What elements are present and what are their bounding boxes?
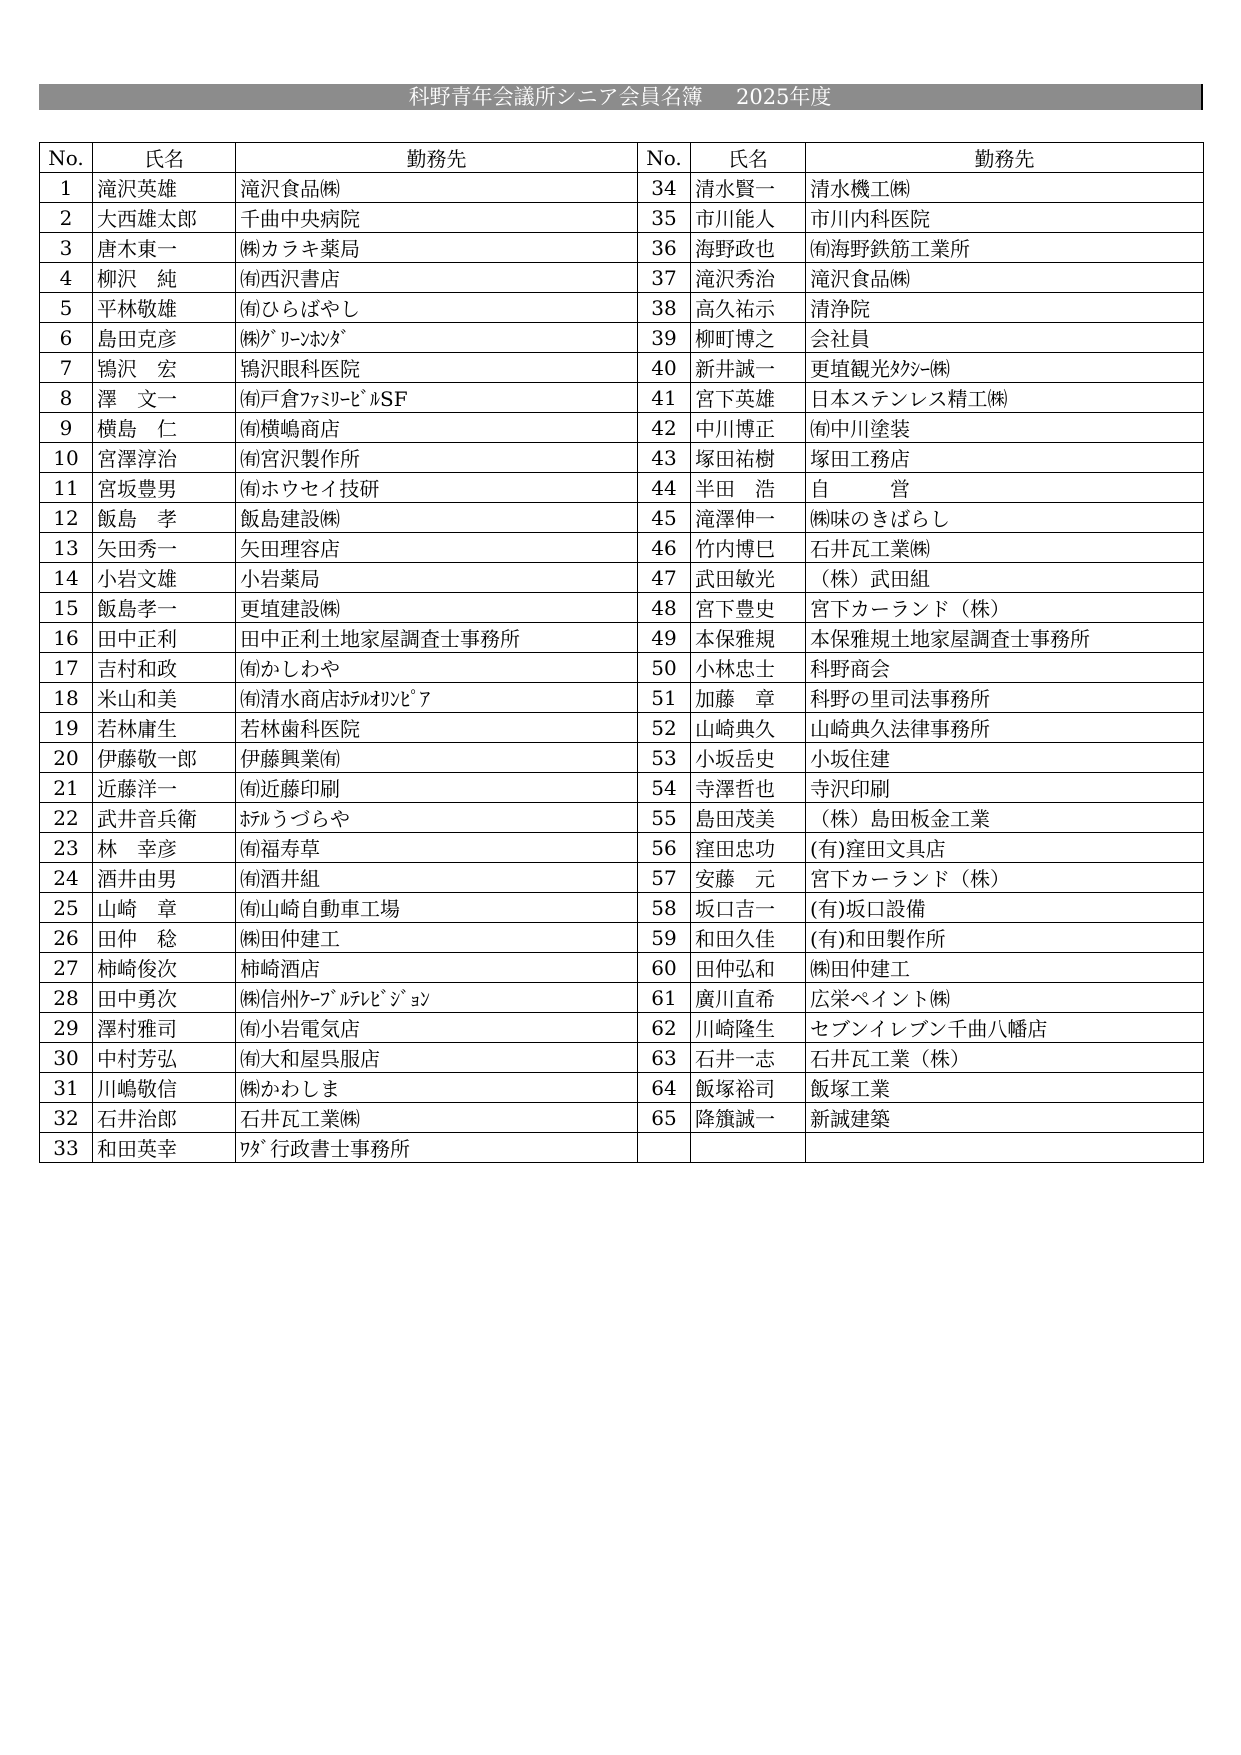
member-workplace-cell: 石井瓦工業（株）	[806, 1043, 1204, 1073]
table-row	[40, 533, 1204, 563]
member-no-cell: 1	[40, 173, 93, 203]
member-no-cell: 59	[638, 923, 691, 953]
member-workplace-cell: 科野商会	[806, 653, 1204, 683]
member-workplace-cell: 小坂住建	[806, 743, 1204, 773]
member-workplace-cell: ㈲海野鉄筋工業所	[806, 233, 1204, 263]
member-workplace-cell: ㈱信州ｹｰﾌﾞﾙﾃﾚﾋﾞｼﾞｮﾝ	[236, 983, 638, 1013]
table-row	[40, 893, 1204, 923]
member-name-cell: 柳沢 純	[93, 263, 236, 293]
member-no-cell: 45	[638, 503, 691, 533]
member-no-cell	[638, 1133, 691, 1163]
member-workplace-cell: 若林歯科医院	[236, 713, 638, 743]
member-workplace-cell: （株）島田板金工業	[806, 803, 1204, 833]
member-name-cell: 和田久佳	[691, 923, 806, 953]
member-no-cell: 3	[40, 233, 93, 263]
table-row	[40, 833, 1204, 863]
header-workplace-right: 勤務先	[806, 143, 1204, 173]
member-workplace-cell: ㈲清水商店ﾎﾃﾙｵﾘﾝﾋﾟｱ	[236, 683, 638, 713]
header-name-right: 氏名	[691, 143, 806, 173]
member-name-cell: 小林忠士	[691, 653, 806, 683]
member-no-cell: 6	[40, 323, 93, 353]
member-name-cell: 田中勇次	[93, 983, 236, 1013]
member-workplace-cell: ㈲ホウセイ技研	[236, 473, 638, 503]
member-name-cell: 柿崎俊次	[93, 953, 236, 983]
member-name-cell: 米山和美	[93, 683, 236, 713]
member-name-cell: 近藤洋一	[93, 773, 236, 803]
member-workplace-cell: ㈲近藤印刷	[236, 773, 638, 803]
member-name-cell: 若林庸生	[93, 713, 236, 743]
header-row	[40, 143, 1204, 173]
member-name-cell: 島田克彦	[93, 323, 236, 353]
member-workplace-cell: ㈲中川塗装	[806, 413, 1204, 443]
member-no-cell: 51	[638, 683, 691, 713]
member-no-cell: 20	[40, 743, 93, 773]
table-row	[40, 233, 1204, 263]
member-workplace-cell: ﾎﾃﾙうづらや	[236, 803, 638, 833]
table-row	[40, 623, 1204, 653]
member-no-cell: 44	[638, 473, 691, 503]
member-no-cell: 41	[638, 383, 691, 413]
member-no-cell: 22	[40, 803, 93, 833]
member-workplace-cell: ㈱田仲建工	[806, 953, 1204, 983]
table-row	[40, 563, 1204, 593]
member-no-cell: 57	[638, 863, 691, 893]
header-name-left: 氏名	[93, 143, 236, 173]
member-no-cell: 50	[638, 653, 691, 683]
member-no-cell: 39	[638, 323, 691, 353]
member-no-cell: 13	[40, 533, 93, 563]
member-workplace-cell: 飯島建設㈱	[236, 503, 638, 533]
member-workplace-cell: ㈲酒井組	[236, 863, 638, 893]
table-row	[40, 503, 1204, 533]
member-name-cell: 石井治郎	[93, 1103, 236, 1133]
member-name-cell: 川嶋敬信	[93, 1073, 236, 1103]
table-row	[40, 1133, 1204, 1163]
member-name-cell: 酒井由男	[93, 863, 236, 893]
member-name-cell: 横島 仁	[93, 413, 236, 443]
member-no-cell: 47	[638, 563, 691, 593]
member-workplace-cell: 宮下カーランド（株）	[806, 593, 1204, 623]
header-workplace-left: 勤務先	[236, 143, 638, 173]
member-name-cell: 澤 文一	[93, 383, 236, 413]
member-workplace-cell: 矢田理容店	[236, 533, 638, 563]
member-no-cell: 10	[40, 443, 93, 473]
member-name-cell: 武田敏光	[691, 563, 806, 593]
member-workplace-cell: 塚田工務店	[806, 443, 1204, 473]
member-name-cell: 中村芳弘	[93, 1043, 236, 1073]
member-name-cell: 川崎隆生	[691, 1013, 806, 1043]
member-name-cell: 山崎典久	[691, 713, 806, 743]
table-row	[40, 293, 1204, 323]
member-name-cell: 柳町博之	[691, 323, 806, 353]
table-row	[40, 863, 1204, 893]
table-row	[40, 353, 1204, 383]
member-no-cell: 42	[638, 413, 691, 443]
member-name-cell: 半田 浩	[691, 473, 806, 503]
member-no-cell: 37	[638, 263, 691, 293]
member-workplace-cell: ㈲宮沢製作所	[236, 443, 638, 473]
member-name-cell: 寺澤哲也	[691, 773, 806, 803]
member-no-cell: 33	[40, 1133, 93, 1163]
member-workplace-cell: 伊藤興業㈲	[236, 743, 638, 773]
member-no-cell: 19	[40, 713, 93, 743]
member-workplace-cell: 広栄ペイント㈱	[806, 983, 1204, 1013]
member-workplace-cell: 鴇沢眼科医院	[236, 353, 638, 383]
member-name-cell: 島田茂美	[691, 803, 806, 833]
member-workplace-cell: 新誠建築	[806, 1103, 1204, 1133]
member-no-cell: 2	[40, 203, 93, 233]
member-no-cell: 12	[40, 503, 93, 533]
member-workplace-cell: (有)窪田文具店	[806, 833, 1204, 863]
member-name-cell: 飯塚裕司	[691, 1073, 806, 1103]
member-workplace-cell: 科野の里司法事務所	[806, 683, 1204, 713]
member-no-cell: 32	[40, 1103, 93, 1133]
table-row	[40, 323, 1204, 353]
member-name-cell: 高久祐示	[691, 293, 806, 323]
member-no-cell: 25	[40, 893, 93, 923]
member-no-cell: 4	[40, 263, 93, 293]
member-name-cell: 宮下豊史	[691, 593, 806, 623]
member-workplace-cell: （株）武田組	[806, 563, 1204, 593]
member-no-cell: 55	[638, 803, 691, 833]
member-no-cell: 54	[638, 773, 691, 803]
member-no-cell: 40	[638, 353, 691, 383]
member-no-cell: 28	[40, 983, 93, 1013]
member-workplace-cell: ㈲福寿草	[236, 833, 638, 863]
member-no-cell: 53	[638, 743, 691, 773]
table-row	[40, 173, 1204, 203]
member-workplace-cell: 飯塚工業	[806, 1073, 1204, 1103]
member-name-cell: 飯島 孝	[93, 503, 236, 533]
member-no-cell: 64	[638, 1073, 691, 1103]
member-workplace-cell: ㈲横嶋商店	[236, 413, 638, 443]
member-no-cell: 48	[638, 593, 691, 623]
member-name-cell: 武井音兵衛	[93, 803, 236, 833]
member-name-cell	[691, 1133, 806, 1163]
member-no-cell: 24	[40, 863, 93, 893]
member-name-cell: 塚田祐樹	[691, 443, 806, 473]
member-name-cell: 滝澤伸一	[691, 503, 806, 533]
member-no-cell: 63	[638, 1043, 691, 1073]
table-row	[40, 443, 1204, 473]
table-row	[40, 953, 1204, 983]
member-name-cell: 小岩文雄	[93, 563, 236, 593]
member-workplace-cell: 寺沢印刷	[806, 773, 1204, 803]
table-row	[40, 713, 1204, 743]
member-name-cell: 市川能人	[691, 203, 806, 233]
member-no-cell: 62	[638, 1013, 691, 1043]
member-workplace-cell: ﾜﾀﾞ行政書士事務所	[236, 1133, 638, 1163]
member-workplace-cell: 石井瓦工業㈱	[236, 1103, 638, 1133]
member-no-cell: 17	[40, 653, 93, 683]
member-workplace-cell: 更埴建設㈱	[236, 593, 638, 623]
roster-title-bar	[39, 84, 1203, 110]
member-workplace-cell: 清水機工㈱	[806, 173, 1204, 203]
member-workplace-cell: 小岩薬局	[236, 563, 638, 593]
member-no-cell: 27	[40, 953, 93, 983]
member-name-cell: 鴇沢 宏	[93, 353, 236, 383]
member-no-cell: 5	[40, 293, 93, 323]
table-row	[40, 1073, 1204, 1103]
member-name-cell: 滝沢英雄	[93, 173, 236, 203]
member-no-cell: 52	[638, 713, 691, 743]
member-name-cell: 清水賢一	[691, 173, 806, 203]
member-name-cell: 田中正利	[93, 623, 236, 653]
member-no-cell: 8	[40, 383, 93, 413]
member-name-cell: 滝沢秀治	[691, 263, 806, 293]
table-row	[40, 743, 1204, 773]
table-row	[40, 473, 1204, 503]
member-name-cell: 石井一志	[691, 1043, 806, 1073]
member-name-cell: 加藤 章	[691, 683, 806, 713]
member-name-cell: 本保雅規	[691, 623, 806, 653]
member-workplace-cell: 滝沢食品㈱	[236, 173, 638, 203]
table-row	[40, 773, 1204, 803]
member-name-cell: 大西雄太郎	[93, 203, 236, 233]
member-workplace-cell: ㈲大和屋呉服店	[236, 1043, 638, 1073]
member-roster-table	[39, 142, 1204, 1163]
member-name-cell: 安藤 元	[691, 863, 806, 893]
member-no-cell: 30	[40, 1043, 93, 1073]
table-row	[40, 263, 1204, 293]
member-name-cell: 新井誠一	[691, 353, 806, 383]
member-name-cell: 宮澤淳治	[93, 443, 236, 473]
member-workplace-cell: 更埴観光ﾀｸｼｰ㈱	[806, 353, 1204, 383]
table-row	[40, 1103, 1204, 1133]
member-workplace-cell: 日本ステンレス精工㈱	[806, 383, 1204, 413]
member-name-cell: 宮坂豊男	[93, 473, 236, 503]
member-no-cell: 43	[638, 443, 691, 473]
member-workplace-cell: (有)和田製作所	[806, 923, 1204, 953]
table-row	[40, 1043, 1204, 1073]
member-workplace-cell: ㈲ひらばやし	[236, 293, 638, 323]
member-workplace-cell: セブンイレブン千曲八幡店	[806, 1013, 1204, 1043]
member-name-cell: 宮下英雄	[691, 383, 806, 413]
member-no-cell: 15	[40, 593, 93, 623]
member-name-cell: 田仲弘和	[691, 953, 806, 983]
table-row	[40, 983, 1204, 1013]
member-name-cell: 廣川直希	[691, 983, 806, 1013]
member-name-cell: 澤村雅司	[93, 1013, 236, 1043]
roster-year: 2025年度	[735, 85, 832, 109]
member-no-cell: 29	[40, 1013, 93, 1043]
table-row	[40, 203, 1204, 233]
member-name-cell: 窪田忠功	[691, 833, 806, 863]
member-workplace-cell: 滝沢食品㈱	[806, 263, 1204, 293]
member-no-cell: 58	[638, 893, 691, 923]
member-workplace-cell: ㈱カラキ薬局	[236, 233, 638, 263]
member-name-cell: 田仲 稔	[93, 923, 236, 953]
member-workplace-cell: 山崎典久法律事務所	[806, 713, 1204, 743]
member-no-cell: 14	[40, 563, 93, 593]
member-no-cell: 38	[638, 293, 691, 323]
roster-title: 科野青年会議所シニア会員名簿	[408, 85, 703, 109]
member-no-cell: 9	[40, 413, 93, 443]
header-no-left: No.	[40, 143, 93, 173]
member-workplace-cell: 千曲中央病院	[236, 203, 638, 233]
member-no-cell: 49	[638, 623, 691, 653]
member-no-cell: 23	[40, 833, 93, 863]
member-workplace-cell: ㈱ｸﾞﾘｰﾝﾎﾝﾀﾞ	[236, 323, 638, 353]
member-name-cell: 坂口吉一	[691, 893, 806, 923]
member-no-cell: 56	[638, 833, 691, 863]
member-name-cell: 矢田秀一	[93, 533, 236, 563]
member-no-cell: 26	[40, 923, 93, 953]
member-no-cell: 35	[638, 203, 691, 233]
table-row	[40, 383, 1204, 413]
member-no-cell: 31	[40, 1073, 93, 1103]
member-workplace-cell: 宮下カーランド（株）	[806, 863, 1204, 893]
table-row	[40, 683, 1204, 713]
member-name-cell: 小坂岳史	[691, 743, 806, 773]
member-name-cell: 伊藤敬一郎	[93, 743, 236, 773]
member-workplace-cell: ㈱かわしま	[236, 1073, 638, 1103]
member-workplace-cell: (有)坂口設備	[806, 893, 1204, 923]
member-name-cell: 竹内博巳	[691, 533, 806, 563]
member-workplace-cell: ㈲山崎自動車工場	[236, 893, 638, 923]
member-no-cell: 21	[40, 773, 93, 803]
member-workplace-cell: 会社員	[806, 323, 1204, 353]
member-workplace-cell: 自 営	[806, 473, 1204, 503]
table-row	[40, 593, 1204, 623]
member-no-cell: 16	[40, 623, 93, 653]
member-name-cell: 平林敬雄	[93, 293, 236, 323]
member-workplace-cell: ㈲小岩電気店	[236, 1013, 638, 1043]
member-no-cell: 18	[40, 683, 93, 713]
member-name-cell: 飯島孝一	[93, 593, 236, 623]
member-workplace-cell: 市川内科医院	[806, 203, 1204, 233]
roster-body	[40, 173, 1204, 1163]
header-no-right: No.	[638, 143, 691, 173]
member-name-cell: 降籏誠一	[691, 1103, 806, 1133]
member-workplace-cell: 本保雅規土地家屋調査士事務所	[806, 623, 1204, 653]
member-no-cell: 46	[638, 533, 691, 563]
member-name-cell: 吉村和政	[93, 653, 236, 683]
member-no-cell: 60	[638, 953, 691, 983]
member-no-cell: 36	[638, 233, 691, 263]
member-name-cell: 山崎 章	[93, 893, 236, 923]
member-no-cell: 61	[638, 983, 691, 1013]
table-row	[40, 923, 1204, 953]
member-workplace-cell: 田中正利土地家屋調査士事務所	[236, 623, 638, 653]
member-workplace-cell: ㈱田仲建工	[236, 923, 638, 953]
member-workplace-cell: 清浄院	[806, 293, 1204, 323]
member-workplace-cell	[806, 1133, 1204, 1163]
member-name-cell: 和田英幸	[93, 1133, 236, 1163]
member-no-cell: 34	[638, 173, 691, 203]
member-name-cell: 中川博正	[691, 413, 806, 443]
member-workplace-cell: ㈲かしわや	[236, 653, 638, 683]
table-row	[40, 1013, 1204, 1043]
table-row	[40, 653, 1204, 683]
member-workplace-cell: ㈲西沢書店	[236, 263, 638, 293]
member-workplace-cell: ㈱味のきばらし	[806, 503, 1204, 533]
member-no-cell: 11	[40, 473, 93, 503]
member-name-cell: 唐木東一	[93, 233, 236, 263]
member-no-cell: 7	[40, 353, 93, 383]
member-workplace-cell: 柿崎酒店	[236, 953, 638, 983]
member-name-cell: 海野政也	[691, 233, 806, 263]
member-workplace-cell: ㈲戸倉ﾌｧﾐﾘｰﾋﾞﾙSF	[236, 383, 638, 413]
member-workplace-cell: 石井瓦工業㈱	[806, 533, 1204, 563]
table-row	[40, 413, 1204, 443]
member-no-cell: 65	[638, 1103, 691, 1133]
member-name-cell: 林 幸彦	[93, 833, 236, 863]
table-row	[40, 803, 1204, 833]
